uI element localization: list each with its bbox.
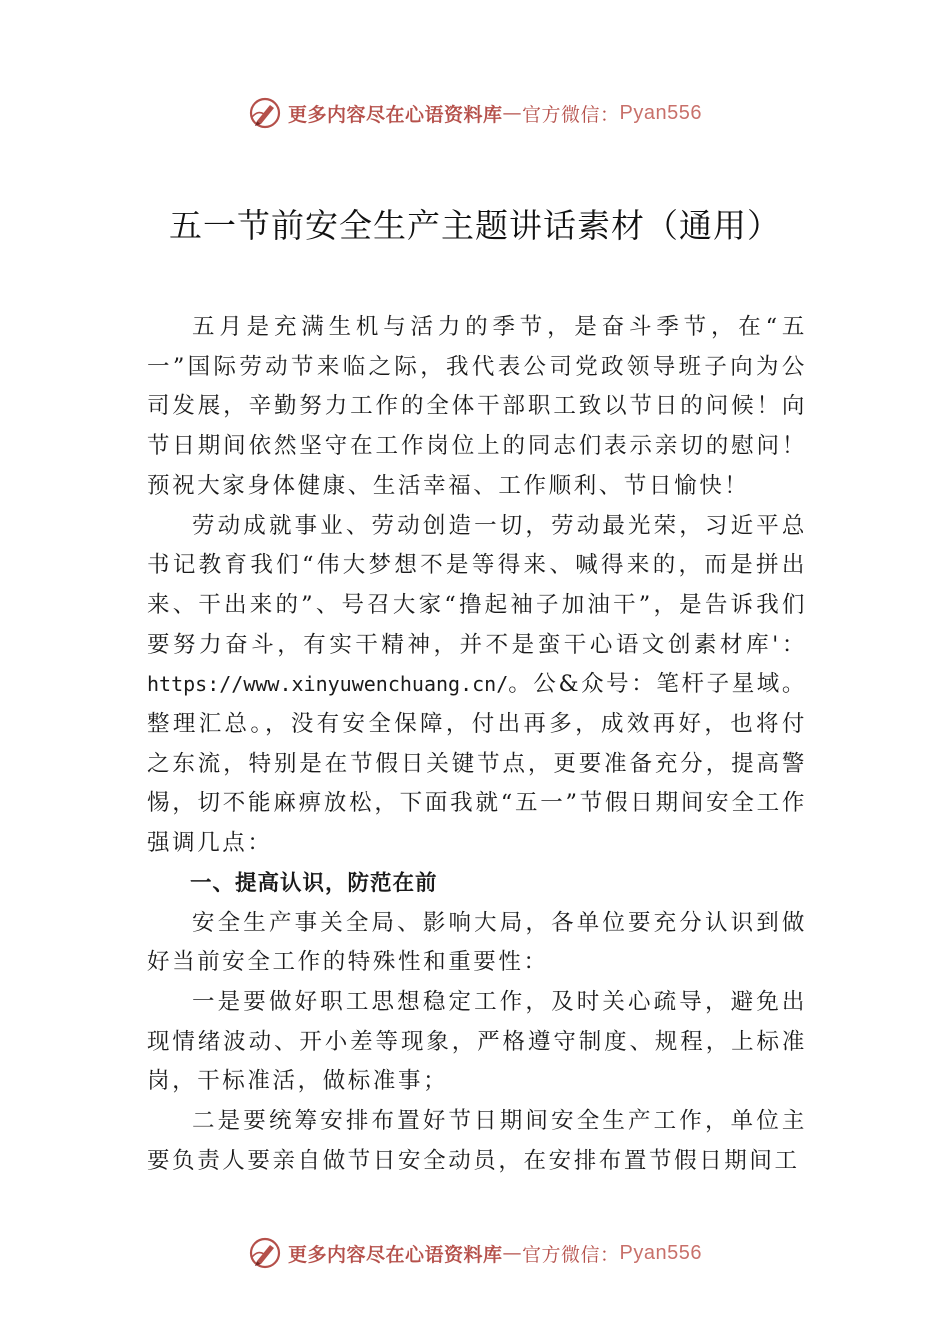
pen-logo-icon <box>248 1236 282 1270</box>
watermark-site: 更多内容尽在心语资料库 <box>288 103 503 126</box>
watermark-wechat-id: Pyan556 <box>619 1241 702 1264</box>
section-heading: 一、提高认识，防范在前 <box>190 870 438 896</box>
page-title: 五一节前安全生产主题讲话素材（通用） <box>169 206 781 245</box>
watermark-dash: — <box>502 1242 523 1264</box>
watermark-official: 官方微信： <box>522 1243 620 1266</box>
paragraph: 五月是充满生机与活力的季节，是奋斗季节，在“五一”国际劳动节来临之际，我代表公司党政领导班子向为公司发展，辛勤努力工作的全体干部职工致以节日的问候！向节日期间依然坚守在工作岗位上的同志们表示亲切的慰问！预祝大家身体健康、生活幸福、工作顺利、节日愉快！ <box>147 314 807 499</box>
paragraph: 安全生产事关全局、影响大局，各单位要充分认识到做好当前安全工作的特殊性和重要性： <box>147 909 807 976</box>
watermark-dash: — <box>502 102 523 124</box>
paragraph-part: 。公&众号：笔杆子星域。整理汇总。，没有安全保障，付出再多，成效再好，也将付之东流，特别是在节假日关键节点，更要准备充分，提高警惕，切不能麻痹放松，下面我就“五一”节假日期间安全工作强调几点： <box>147 671 807 857</box>
watermark-footer <box>0 1233 950 1273</box>
watermark-site: 更多内容尽在心语资料库 <box>288 1243 503 1266</box>
watermark-official: 官方微信： <box>522 103 620 126</box>
paragraph-part: 劳动成就事业、劳动创造一切，劳动最光荣，习近平总书记教育我们“伟大梦想不是等得来、喊得来的，而是拼出来、干出来的”、号召大家“撸起袖子加油干”，是告诉我们要努力奋斗，有实干精神，并不是蛮干心语文创素材库'： <box>147 512 807 658</box>
watermark-wechat-id: Pyan556 <box>619 101 702 124</box>
paragraph: 一是要做好职工思想稳定工作，及时关心疏导，避免出现情绪波动、开小差等现象，严格遵守制度、规程，上标准岗，干标准活，做标准事； <box>147 988 807 1095</box>
document-body <box>147 308 807 1181</box>
watermark-header <box>0 93 950 133</box>
paragraph <box>147 507 807 864</box>
paragraph: 二是要统筹安排布置好节日期间安全生产工作，单位主要负责人要亲自做节日安全动员，在安排布置节假日期间工 <box>147 1108 807 1174</box>
pen-logo-icon <box>248 96 282 130</box>
source-link[interactable]: https://www.xinyuwenchuang.cn/ <box>147 672 509 697</box>
